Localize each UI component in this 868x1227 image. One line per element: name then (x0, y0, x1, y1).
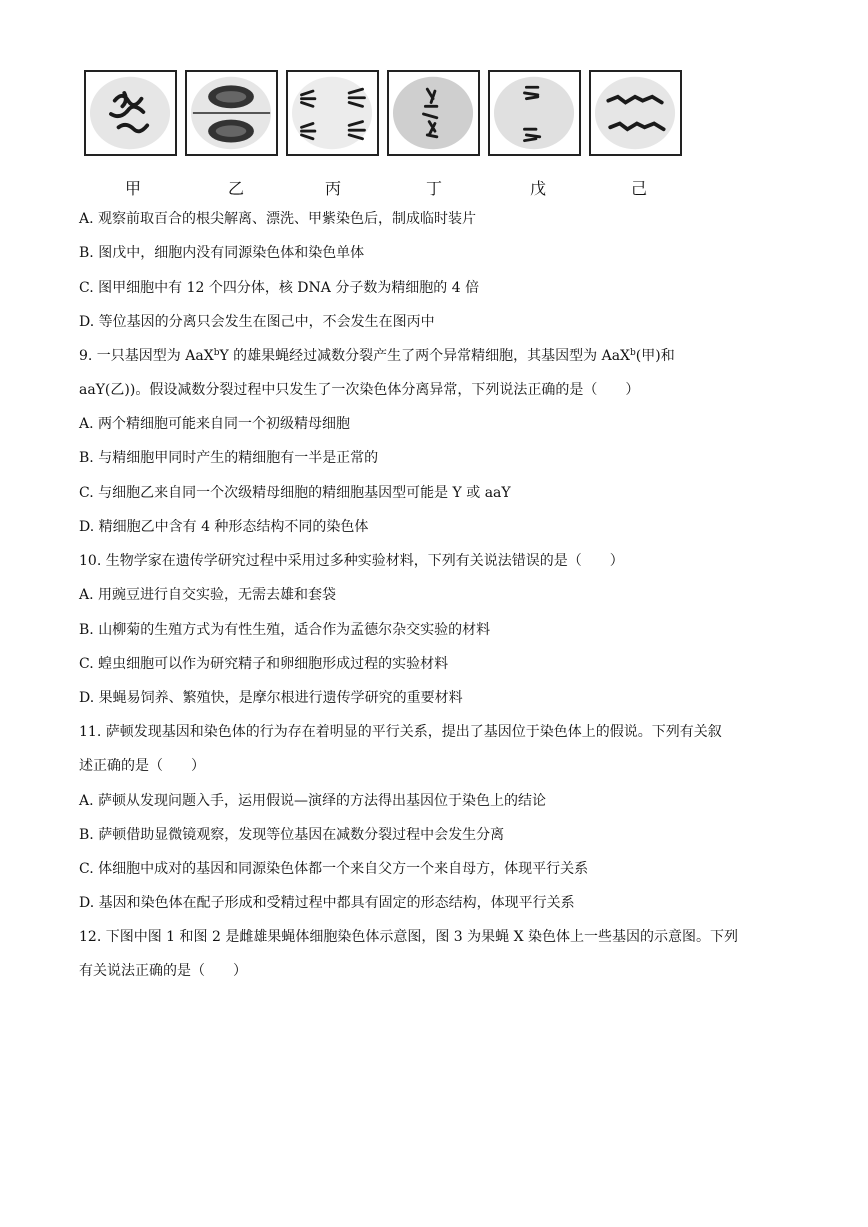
superscript-b: b (213, 348, 220, 358)
q12-stem-line2: 有关说法正确的是（ ） (79, 963, 247, 979)
figure-label-ji: 己 (630, 179, 647, 198)
q11-option-d: D. 基因和染色体在配子形成和受精过程中都具有固定的形态结构，体现平行关系 (79, 895, 575, 911)
q9-option-b: B. 与精细胞甲同时产生的精细胞有一半是正常的 (79, 450, 379, 466)
figure-label-ding: 丁 (425, 179, 442, 198)
q9-option-c: C. 与细胞乙来自同一个次级精母细胞的精细胞基因型可能是 Y 或 aaY (79, 485, 511, 501)
q11-option-c: C. 体细胞中成对的基因和同源染色体都一个来自父方一个来自母方，体现平行关系 (79, 861, 589, 877)
micrograph-yi (185, 70, 278, 156)
q10-option-b: B. 山柳菊的生殖方式为有性生殖，适合作为孟德尔杂交实验的材料 (79, 622, 491, 638)
q8-option-d: D. 等位基因的分离只会发生在图己中，不会发生在图丙中 (79, 314, 435, 330)
figure-label-jia: 甲 (124, 179, 141, 198)
q10-stem: 10. 生物学家在遗传学研究过程中采用过多种实验材料，下列有关说法错误的是（ ） (79, 553, 624, 569)
q11-stem-line1: 11. 萨顿发现基因和染色体的行为存在着明显的平行关系，提出了基因位于染色体上的假说。下列有关叙 (79, 724, 722, 740)
micrograph-ding (387, 70, 480, 156)
figure-label-wu: 戊 (529, 179, 546, 198)
q9-stem-line2: aaY(乙))。假设减数分裂过程中只发生了一次染色体分离异常，下列说法正确的是（ ） (79, 382, 640, 398)
q8-option-b: B. 图戊中，细胞内没有同源染色体和染色单体 (79, 245, 365, 261)
q8-option-c: C. 图甲细胞中有 12 个四分体，核 DNA 分子数为精细胞的 4 倍 (79, 280, 480, 296)
micrograph-wu (488, 70, 581, 156)
q11-option-b: B. 萨顿借助显微镜观察，发现等位基因在减数分裂过程中会发生分离 (79, 827, 505, 843)
q10-option-c: C. 蝗虫细胞可以作为研究精子和卵细胞形成过程的实验材料 (79, 656, 449, 672)
figure-label-yi: 乙 (227, 179, 244, 198)
q9-option-d: D. 精细胞乙中含有 4 种形态结构不同的染色体 (79, 519, 369, 535)
superscript-b: b (630, 348, 636, 358)
q9-option-a: A. 两个精细胞可能来自同一个初级精母细胞 (79, 416, 351, 432)
micrograph-figure (84, 70, 684, 162)
q11-stem-line2: 述正确的是（ ） (79, 758, 205, 774)
micrograph-jia (84, 70, 177, 156)
micrograph-bing (286, 70, 379, 156)
figure-label-bing: 丙 (324, 179, 341, 198)
q9-stem: 9. 一只基因型为 AaX$^b$Y 的雄果蝇经过减数分裂产生了两个异常精细胞，其基因型为 AaX$^b$(甲)和 (79, 348, 675, 364)
q11-option-a: A. 萨顿从发现问题入手，运用假说—演绎的方法得出基因位于染色上的结论 (79, 793, 547, 809)
q8-option-a: A. 观察前取百合的根尖解离、漂洗、甲紫染色后，制成临时装片 (79, 211, 477, 227)
q10-option-d: D. 果蝇易饲养、繁殖快，是摩尔根进行遗传学研究的重要材料 (79, 690, 463, 706)
q12-stem-line1: 12. 下图中图 1 和图 2 是雌雄果蝇体细胞染色体示意图，图 3 为果蝇 X 染色体上一些基因的示意图。下列 (79, 929, 739, 945)
q10-option-a: A. 用豌豆进行自交实验，无需去雄和套袋 (79, 587, 337, 603)
micrograph-ji (589, 70, 682, 156)
